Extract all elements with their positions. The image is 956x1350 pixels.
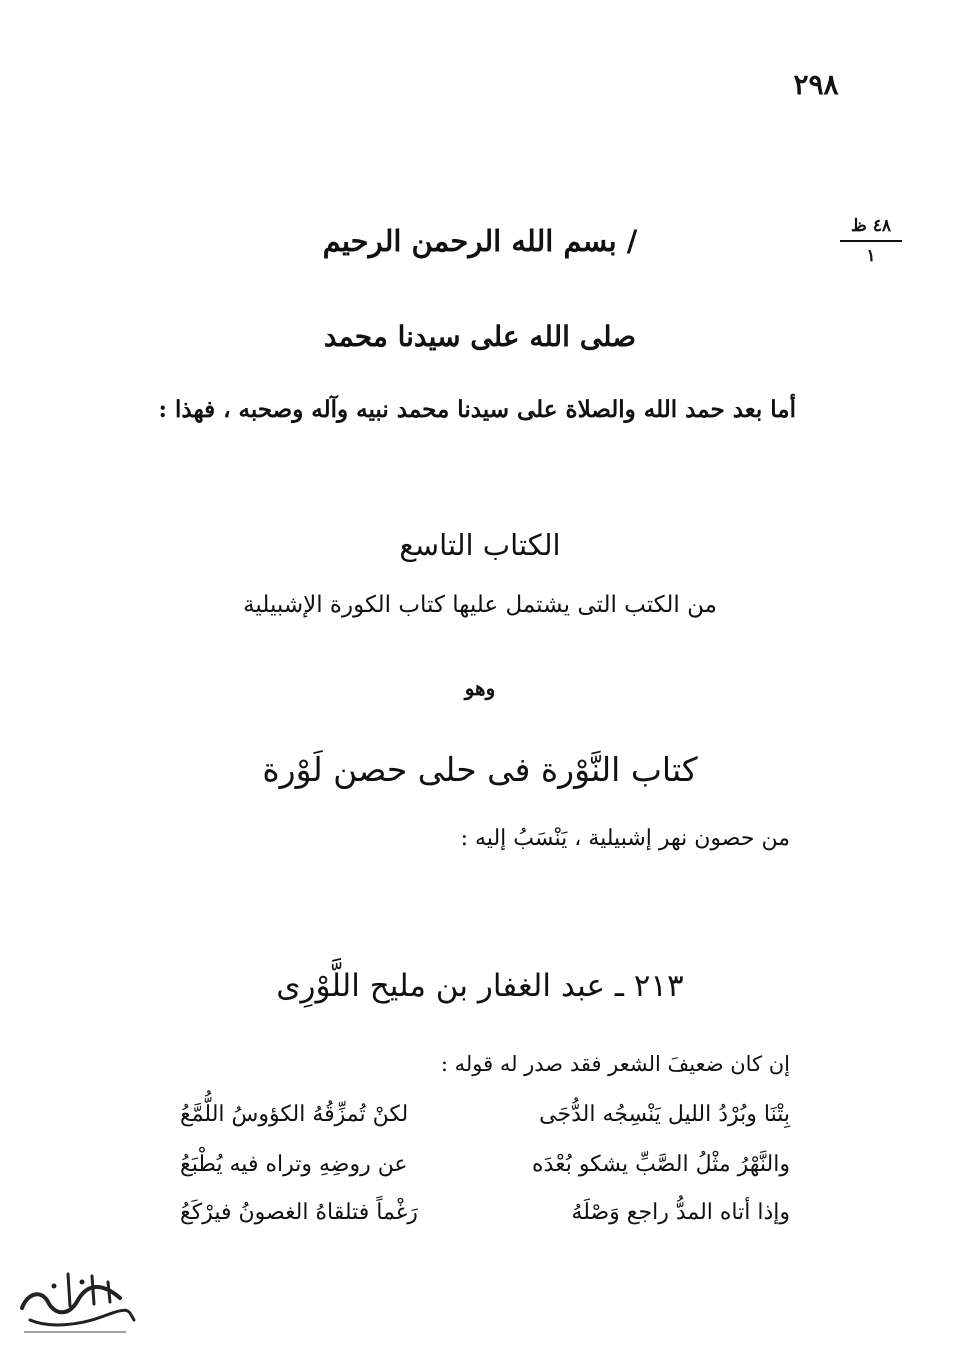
entry-heading: ٢١٣ ـ عبد الغفار بن مليح اللَّوْرِى [276, 968, 684, 1004]
verse-second-hemistich: رَغْماً فتلقاهُ الغصونُ فيرْكَعُ [180, 1200, 418, 1225]
basmala-heading: / بسم الله الرحمن الرحيم [322, 224, 638, 258]
folio-number: ٤٨ ظ [851, 216, 891, 236]
book-subtitle: من الكتب التى يشتمل عليها كتاب الكورة الإشبيلية [243, 592, 717, 618]
poem-verse [180, 1102, 790, 1146]
verse-second-hemistich: لكنْ تُمزِّقُهُ الكؤوسُ اللُّمَّعُ [180, 1102, 409, 1127]
poem-verse [180, 1152, 790, 1196]
work-subtitle: من حصون نهر إشبيلية ، يَنْسَبُ إليه : [460, 826, 790, 851]
library-watermark-logo [8, 1262, 140, 1346]
book-title: الكتاب التاسع [399, 528, 561, 562]
verse-second-hemistich: عن روضِهِ وتراه فيه يُطْبَعُ [180, 1152, 408, 1177]
verse-first-hemistich: والنَّهْرُ مثْلُ الصَّبِّ يشكو بُعْدَه [532, 1152, 790, 1177]
intro-paragraph: أما بعد حمد الله والصلاة على سيدنا محمد نبيه وآله وصحبه ، فهذا : [158, 396, 796, 423]
folio-sub-number: ١ [866, 246, 876, 266]
salawat-line: صلى الله على سيدنا محمد [323, 320, 637, 353]
verse-first-hemistich: بِتْنَا وبُرْدُ الليل يَنْسِجُه الدُّجَى [539, 1102, 790, 1127]
verse-first-hemistich: وإذا أتاه المدُّ راجع وَصْلَهُ [571, 1200, 790, 1225]
folio-divider [840, 240, 902, 242]
poem-verse [180, 1200, 790, 1244]
folio-margin-note [840, 216, 902, 266]
work-title: كتاب النَّوْرة فى حلى حصن لَوْرة [262, 750, 698, 789]
connector-word: وهو [464, 676, 496, 700]
entry-intro: إن كان ضعيفَ الشعر فقد صدر له قوله : [440, 1052, 790, 1076]
page-number: ٢٩٨ [793, 68, 839, 101]
